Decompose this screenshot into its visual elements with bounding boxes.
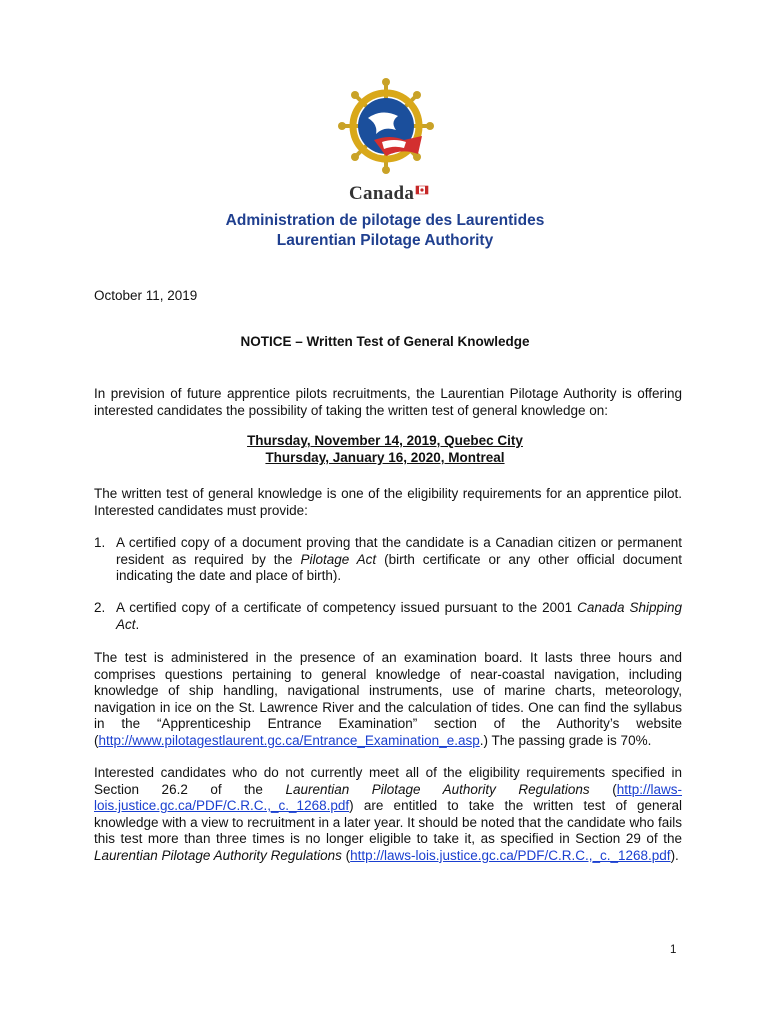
letter-date: October 11, 2019 [94,288,198,303]
org-title-english: Laurentian Pilotage Authority [276,232,494,249]
org-title-french: Administration de pilotage des Laurentides [225,212,545,229]
requirement-item [94,535,682,585]
notice-heading: NOTICE – Written Test of General Knowledge [240,334,530,349]
regulations-title: Laurentian Pilotage Authority Regulations [94,847,342,863]
requirement-text: A certified copy of a document proving that the candidate is a Canadian citizen or permanent resident as required by the Pilotage Act (birth certificate or any other official document indicating the date and place of birth). [116,535,682,584]
canada-wordmark: Canada [349,183,415,204]
test-date-montreal: Thursday, January 16, 2020, Montreal [265,450,505,465]
page-number: 1 [670,944,677,956]
candidates-paragraph: Interested candidates who do not currently meet all of the eligibility requirements specified in Section 26.2 of the Laurentian Pilotage Authority Regulations (http://laws-lois.justice.gc.ca/PDF/C.R.C.,_c._1268.pdf) are entitled to take the written test of general knowledge with a view to recruitment in a later year. It should be noted that the candidate who fails this test more than three times is no longer eligible to take it, as specified in Section 29 of the Laurentian Pilotage Authority Regulations (http://laws-lois.justice.gc.ca/PDF/C.R.C.,_c._1268.pdf). [94,765,682,863]
test-date-quebec: Thursday, November 14, 2019, Quebec City [247,433,523,448]
regulations-link[interactable]: http://laws-lois.justice.gc.ca/PDF/C.R.C.,_c._1268.pdf [94,781,682,814]
regulations-link[interactable]: http://laws-lois.justice.gc.ca/PDF/C.R.C.,_c._1268.pdf [350,847,671,863]
regulations-title: Laurentian Pilotage Authority Regulations [285,781,590,797]
requirement-number: 1. [94,535,106,550]
requirement-text: A certified copy of a certificate of competency issued pursuant to the 2001 Canada Shipping Act. [116,600,682,632]
intro-paragraph: In prevision of future apprentice pilots recruitments, the Laurentian Pilotage Authority is offering interested candidates the possibility of taking the written test of general knowledge on: [94,386,682,418]
exam-paragraph: The test is administered in the presence of an examination board. It lasts three hours and comprises questions pertaining to general knowledge of near-coastal navigation, including knowledge of ship handling, navigational instruments, use of marine charts, meteorology, navigation in ice on the St. Lawrence River and the calculation of tides. One can find the syllabus in the “Apprenticeship Entrance Examination” section of the Authority’s website (http://www.pilotagestlaurent.gc.ca/Entrance_Examination_e.asp.) The passing grade is 70%. [94,650,682,748]
requirement-number: 2. [94,600,106,615]
eligibility-paragraph: The written test of general knowledge is one of the eligibility requirements for an apprentice pilot. Interested candidates must provide: [94,486,682,518]
requirement-item [94,600,682,633]
entrance-exam-link[interactable]: http://www.pilotagestlaurent.gc.ca/Entrance_Examination_e.asp [98,732,480,748]
